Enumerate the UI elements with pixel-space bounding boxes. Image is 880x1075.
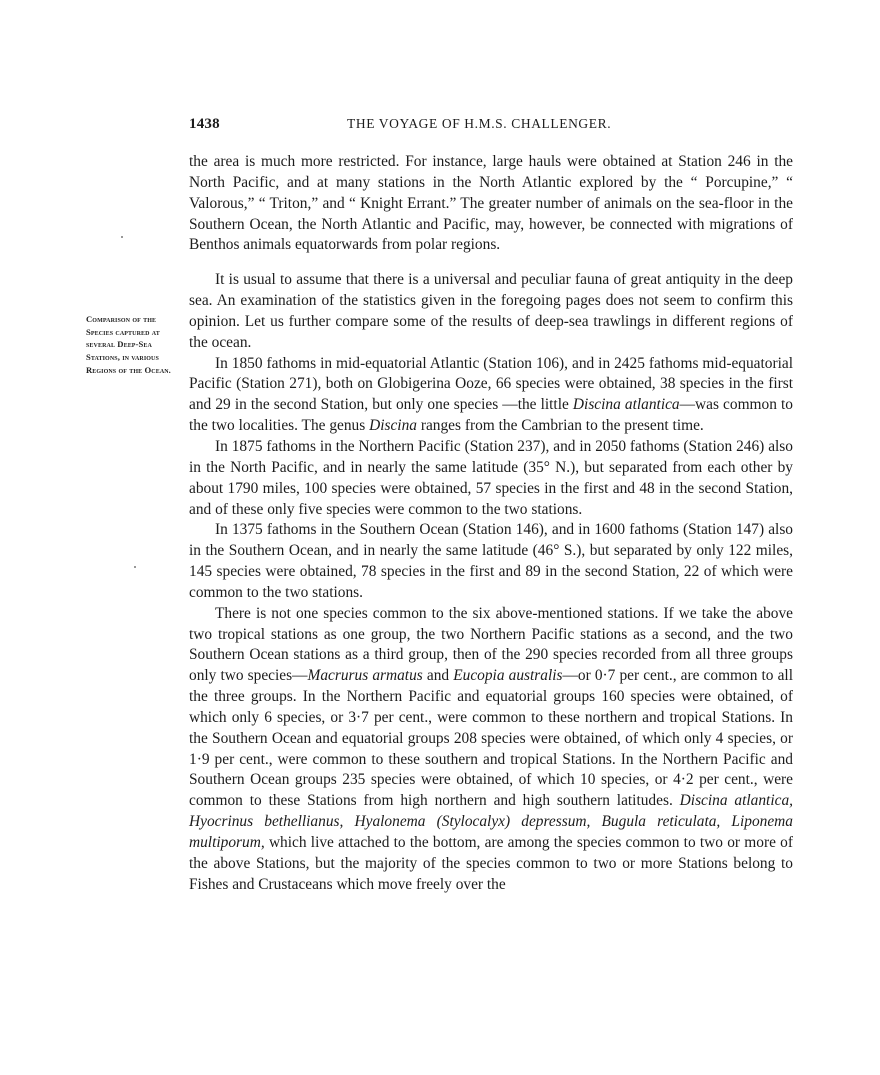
paragraph (189, 520, 793, 603)
paragraph (189, 354, 793, 437)
page-header (189, 116, 793, 138)
italic-text: Eucopia australis (453, 667, 563, 685)
text-run: ranges from the Cambrian to the present time. (416, 417, 704, 435)
text-run: the area is much more restricted. For instance, large hauls were obtained at Station 246 in the North Pacific, and at many stations in the North Atlantic explored by the “ Porcupine,” “ Valorous,” “ Triton,” and “ Knight Errant.” The greater number of animals on the sea-floor in the Southern Ocean, the North Atlantic and Pacific, may, however, be connected with migrations of Benthos animals equatorwards from polar regions. (189, 153, 793, 254)
text-run: which live attached to the bottom, are among the species common to two or more of the above Stations, but the majority of the species common to two or more Stations belong to Fishes and Crustaceans which move freely over the (189, 834, 793, 893)
text-run: It is usual to assume that there is a universal and peculiar fauna of great antiquity in the deep sea. An examination of the statistics given in the foregoing pages does not seem to confirm this opinion. Let us further compare some of the results of deep-sea trawlings in different regions of the ocean. (189, 271, 793, 351)
running-title: THE VOYAGE OF H.M.S. CHALLENGER. (347, 116, 612, 131)
text-run: In 1875 fathoms in the Northern Pacific (Station 237), and in 2050 fathoms (Station 246) also in the North Pacific, and in nearly the same latitude (35° N.), but separated from each other by about 1790 miles, 100 species were obtained, 57 species in the first and 48 in the second Station, and of these only five species were common to the two stations. (189, 437, 793, 518)
scan-speck (121, 236, 123, 238)
text-run: In 1850 fathoms in mid-equatorial Atlantic (Station 106), and in 2425 fathoms mid-equatorial Pacific (Station 271), both on Globigerina Ooze, 66 species were obtained, 38 species in the first and 29 in the second Station, but only one species —the little (189, 354, 793, 414)
text-run: —was common to the two localities. The genus (189, 396, 793, 435)
paragraph (189, 270, 793, 353)
paragraph (189, 604, 793, 896)
paragraph (189, 437, 793, 520)
margin-sidenote: Comparison of the Species captured at several Deep-Sea Stations, in various Regions of the Ocean. (86, 314, 171, 375)
scan-speck (134, 566, 136, 568)
italic-text: Discina atlantica, Hyocrinus bethellianus, Hyalonema (Stylocalyx) depressum, Bugula reticulata, Liponema multiporum, (189, 792, 793, 851)
italic-text: Macrurus armatus (307, 667, 423, 685)
italic-text: Discina (369, 417, 417, 435)
text-run: —or 0·7 per cent., are common to all the three groups. In the Northern Pacific and equatorial groups 160 species were obtained, of which only 6 species, or 3·7 per cent., were common to these northern and tropical Stations. In the Southern Ocean and equatorial groups 208 species were obtained, of which only 4 species, or 1·9 per cent., were common to these southern and tropical Stations. In the Northern Pacific and Southern Ocean groups 235 species were obtained, of which 10 species, or 4·2 per cent., were common to these Stations from high northern and high southern latitudes. (189, 667, 793, 810)
body-text (189, 152, 793, 896)
page-number: 1438 (189, 116, 220, 132)
text-run: There is not one species common to the six above-mentioned stations. If we take the above two tropical stations as one group, the two Northern Pacific stations as a second, and the two Southern Ocean stations as a third group, then of the 290 species recorded from all three groups only two species— (189, 604, 793, 685)
italic-text: Discina atlantica (572, 396, 680, 414)
text-run: In 1375 fathoms in the Southern Ocean (Station 146), and in 1600 fathoms (Station 147) also in the Southern Ocean, and in nearly the same latitude (46° S.), but separated by only 122 miles, 145 species were obtained, 78 species in the first and 89 in the second Station, 22 of which were common to the two stations. (189, 521, 793, 601)
paragraph (189, 152, 793, 256)
text-run: and (422, 667, 454, 685)
